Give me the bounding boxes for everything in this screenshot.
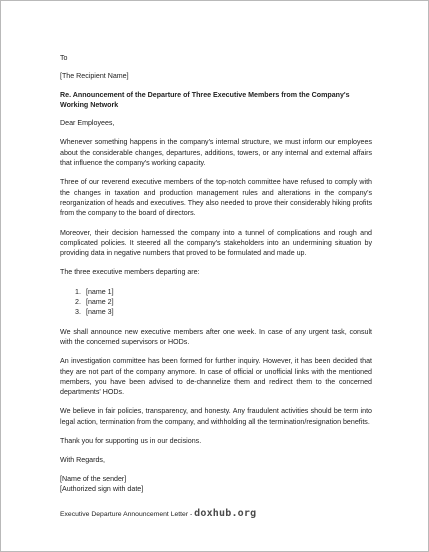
paragraph: We shall announce new executive members after one week. In case of any urgent task, consult with the concerned supervisors or HODs. (60, 327, 372, 346)
sender-name: [Name of the sender] (60, 474, 127, 483)
paragraph: Thank you for supporting us in our decisions. (60, 437, 202, 446)
paragraph: The three executive members departing are: (60, 268, 200, 277)
list-text: [name 2] (86, 298, 114, 307)
list-item (75, 307, 372, 317)
brand-logo: doxhub.org (194, 508, 257, 519)
paragraph: Moreover, their decision harnessed the company into a tunnel of complications and rough and complicated policies. It steered all the company's stakeholders into an undermining situation by providing data in negative numbers that proved to be formulated and made up. (60, 228, 372, 258)
list-text: [name 3] (86, 308, 114, 317)
footer-separator: - (188, 511, 195, 518)
list-item (75, 287, 372, 297)
list-number: 1. (75, 287, 81, 296)
closing: With Regards, (60, 456, 105, 465)
footer-doc-title: Executive Departure Announcement Letter (60, 511, 189, 518)
greeting: Dear Employees, (60, 119, 115, 128)
letter-body (60, 53, 372, 494)
signature-line: [Authorized sign with date] (60, 484, 144, 493)
list-text: [name 1] (86, 287, 114, 296)
list-item (75, 297, 372, 307)
paragraph: Three of our reverend executive members of the top-notch committee have refused to comply with the changes in taxation and production management rules and alterations in the company's reorganization of heads and executives. They also needed to prove their considerably hiking profits from the company to the board of directors. (60, 178, 372, 218)
list-number: 3. (75, 308, 81, 317)
page-footer (60, 509, 256, 520)
paragraph: An investigation committee has been formed for further inquiry. However, it has been decided that they are not part of the company anymore. In case of official or unofficial links with the mentioned members, you have been advised to de-channelize them and redirect them to the concerned departments' HODs. (60, 357, 372, 397)
paragraph: Whenever something happens in the company's internal structure, we must inform our employees about the considerable changes, departures, additions, towers, or any internal and external affairs that influence the company's working capacity. (60, 138, 372, 168)
recipient-name: [The Recipient Name] (60, 72, 129, 81)
to-label: To (60, 54, 68, 62)
letter-subject: Re. Announcement of the Departure of Three Executive Members from the Company's Working Network (60, 90, 350, 109)
paragraph: We believe in fair policies, transparency, and honesty. Any fraudulent activities should be term into legal action, termination from the company, and withholding all the termination/resignation benefits. (60, 407, 372, 426)
list-number: 2. (75, 298, 81, 307)
departing-members-list (60, 287, 372, 318)
